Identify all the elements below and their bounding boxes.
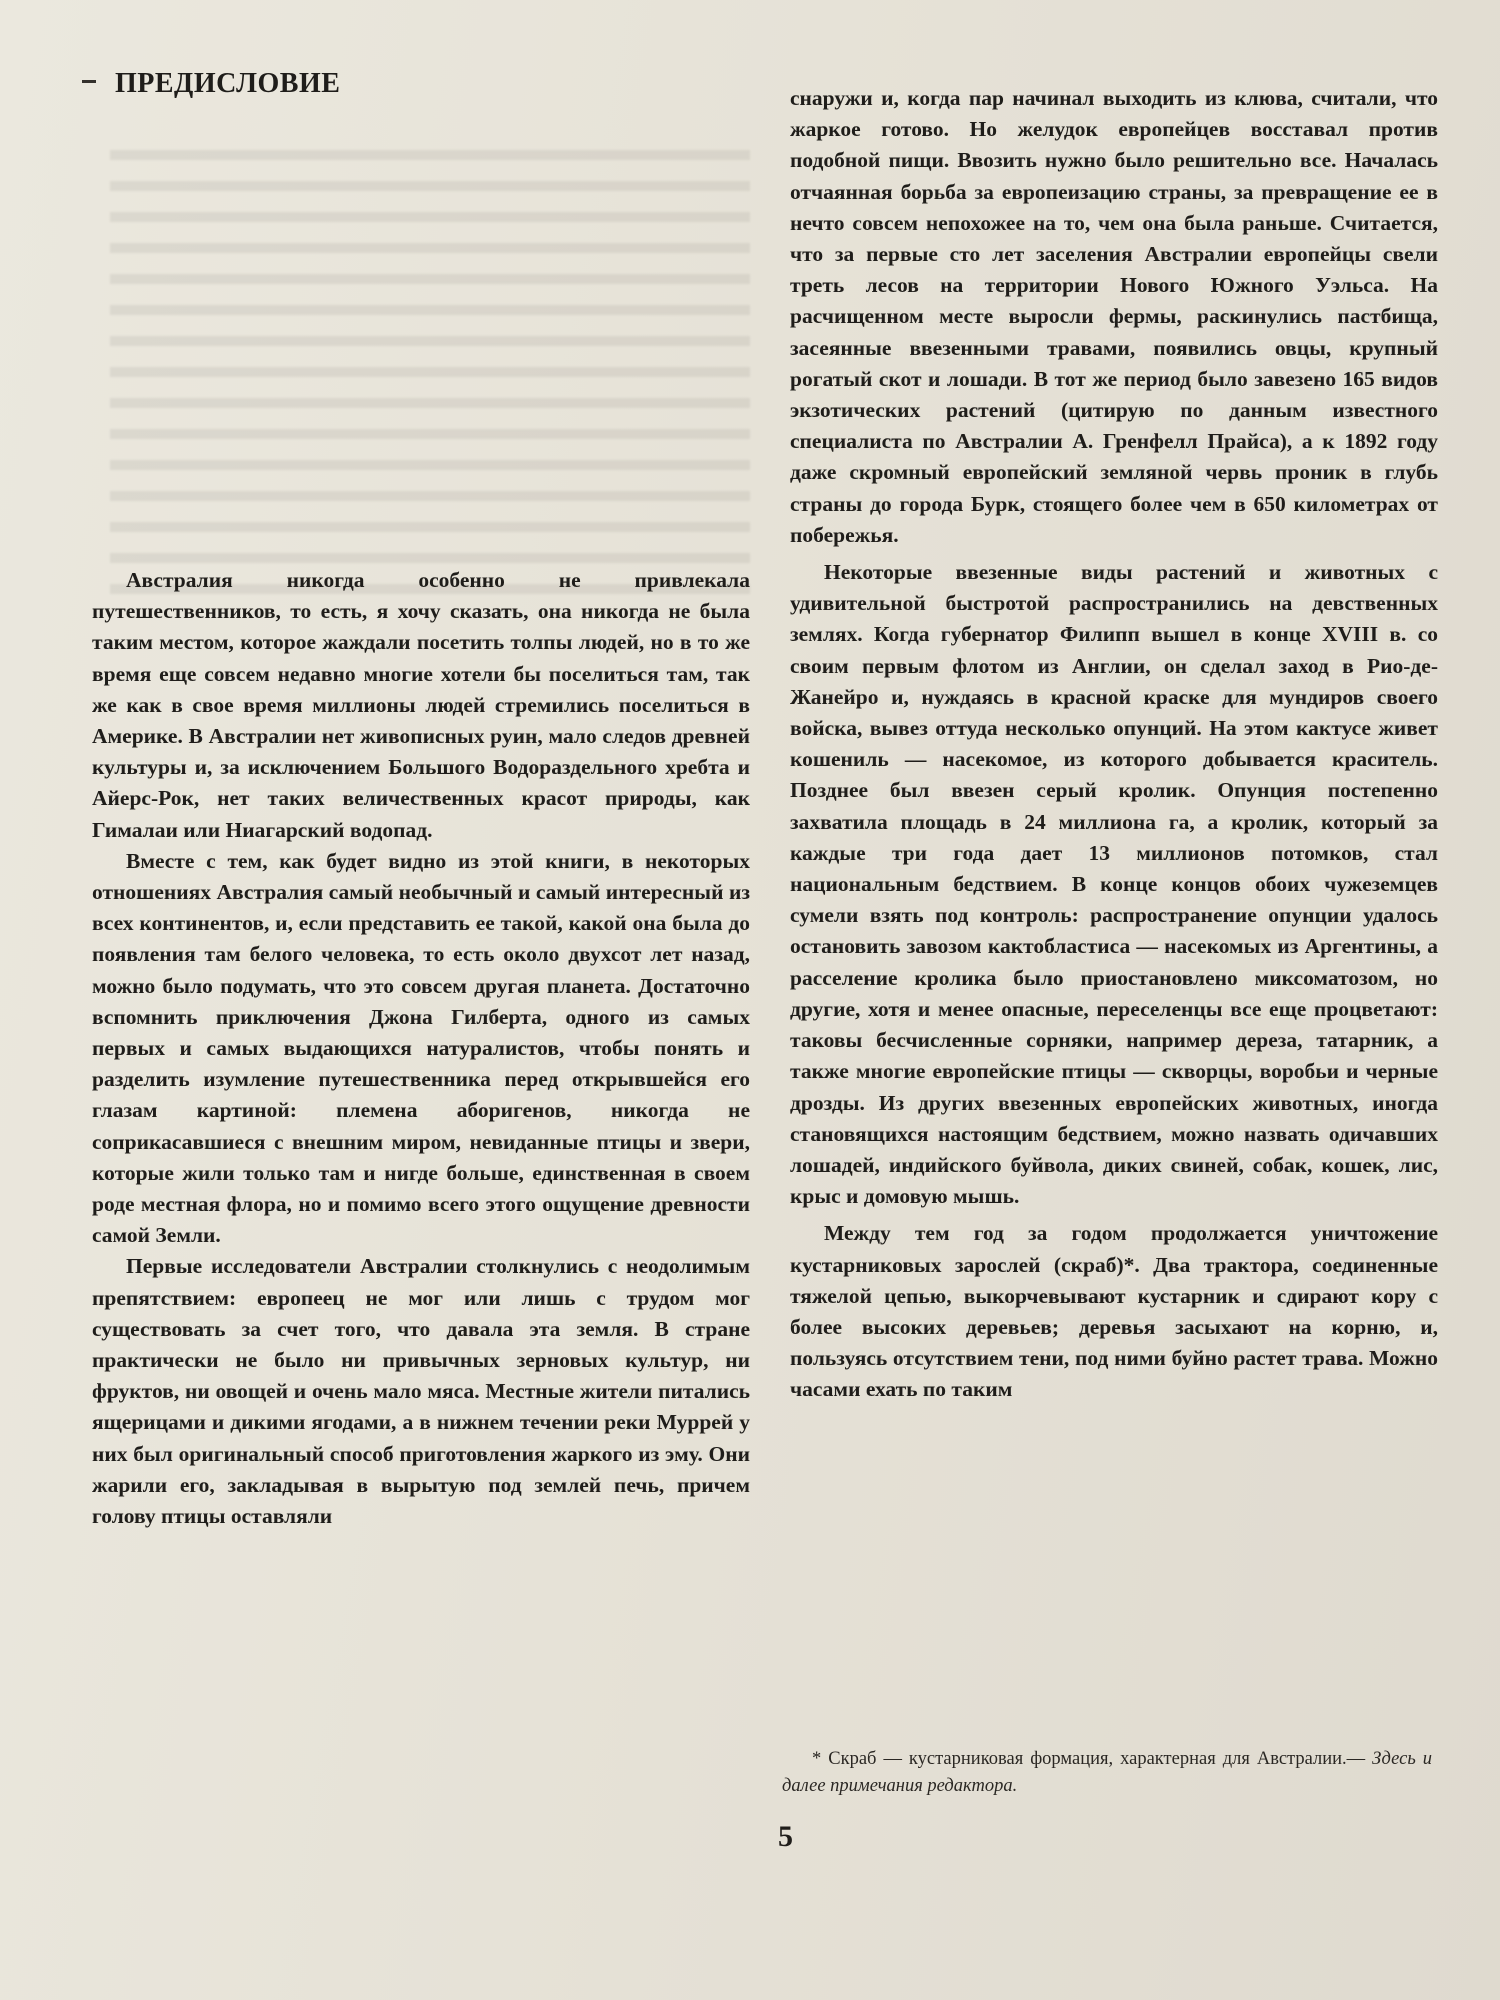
title-dash [82, 80, 96, 83]
footnote-text: * Скраб — кустарниковая формация, характерная для Австралии.— [812, 1749, 1366, 1769]
bleed-through-texture [110, 150, 750, 600]
paragraph: снаружи и, когда пар начинал выходить из клюва, считали, что жаркое готово. Но желудок европейцев восставал против подобной пищи. Ввозить нужно было решительно все. Началась отчаянная борьба за европеизацию страны, за превращение ее в нечто совсем непохожее на то, чем она была раньше. Считается, что за первые сто лет заселения Австралии европейцы свели треть лесов на территории Нового Южного Уэльса. На расчищенном месте выросли фермы, раскинулись пастбища, засеянные ввезенными травами, появились овцы, крупный рогатый скот и лошади. В тот же период было завезено 165 видов экзотических растений (цитирую по данным известного специалиста по Австралии А. Гренфелл Прайса), а к 1892 году даже скромный европейский земляной червь проник в глубь страны до города Бурк, стоящего более чем в 650 километрах от побережья. [790, 86, 1438, 547]
footnote-editor-note: Здесь и далее примечания редактора. [782, 1749, 1432, 1796]
paragraph: Австралия никогда особенно не привлекала путешественников, то есть, я хочу сказать, она никогда не была таким местом, которое жаждали посетить толпы людей, но в то же время еще совсем недавно многие хотели бы поселиться там, так же как в свое время миллионы людей стремились поселиться в Америке. В Австралии нет живописных руин, мало следов древней культуры и, за исключением Большого Водораздельного хребта и Айерс-Рок, нет таких величественных красот природы, как Гималаи или Ниагарский водопад. [92, 568, 750, 842]
page-title: ПРЕДИСЛОВИЕ [115, 68, 341, 99]
paragraph: Первые исследователи Австралии столкнулись с неодолимым препятствием: европеец не мог или лишь с трудом мог существовать за счет того, что давала эта земля. В стране практически не было ни привычных зерновых культур, ни фруктов, ни овощей и очень мало мяса. Местные жители питались ящерицами и дикими ягодами, а в нижнем течении реки Муррей у них был оригинальный способ приготовления жаркого из эму. Они жарили его, закладывая в вырытую под землей печь, причем голову птицы оставляли [92, 1254, 750, 1529]
right-column [790, 83, 1438, 1406]
paragraph: Некоторые ввезенные виды растений и животных с удивительной быстротой распространились на девственных землях. Когда губернатор Филипп вышел в конце XVIII в. со своим первым флотом из Англии, он сделал заход в Рио-де-Жанейро и, нуждаясь в красной краске для мундиров своего войска, вывез оттуда несколько опунций. На этом кактусе живет кошениль — насекомое, из которого добывается краситель. Позднее был ввезен серый кролик. Опунция постепенно захватила площадь в 24 миллиона га, а кролик, который за каждые три года дает 13 миллионов потомков, стал национальным бедствием. В конце концов обоих чужеземцев сумели взять под контроль: распространение опунции удалось остановить завозом кактобластиса — насекомых из Аргентины, а расселение кролика было приостановлено миксоматозом, но другие, хотя и менее опасные, переселенцы все еще процветают: таковы бесчисленные сорняки, например дереза, татарник, а также многие европейские птицы — скворцы, воробьи и черные дрозды. Из других ввезенных европейских животных, иногда становящихся настоящим бедствием, можно назвать одичавших лошадей, индийского буйвола, диких свиней, собак, кошек, лис, крыс и домовую мышь. [790, 560, 1438, 1209]
left-column [92, 565, 750, 1532]
paragraph: Между тем год за годом продолжается уничтожение кустарниковых зарослей (скраб)*. Два трактора, соединенные тяжелой цепью, выкорчевывают кустарник и сдирают кору с более высоких деревьев; деревья засыхают на корню, и, пользуясь отсутствием тени, под ними буйно растет трава. Можно часами ехать по таким [790, 1221, 1438, 1402]
page-number: 5 [778, 1820, 793, 1853]
footnote [782, 1746, 1432, 1800]
paragraph: Вместе с тем, как будет видно из этой книги, в некоторых отношениях Австралия самый необычный и самый интересный из всех континентов, и, если представить ее такой, какой она была до появления там белого человека, то есть около двухсот лет назад, можно было подумать, что это совсем другая планета. Достаточно вспомнить приключения Джона Гилберта, одного из самых первых и самых выдающихся натуралистов, чтобы понять и разделить изумление путешественника перед открывшейся его глазам картиной: племена аборигенов, никогда не соприкасавшиеся с внешним миром, невиданные птицы и звери, которые жили только там и нигде больше, единственная в своем роде местная флора, но и помимо всего этого ощущение древности самой Земли. [92, 848, 750, 1248]
